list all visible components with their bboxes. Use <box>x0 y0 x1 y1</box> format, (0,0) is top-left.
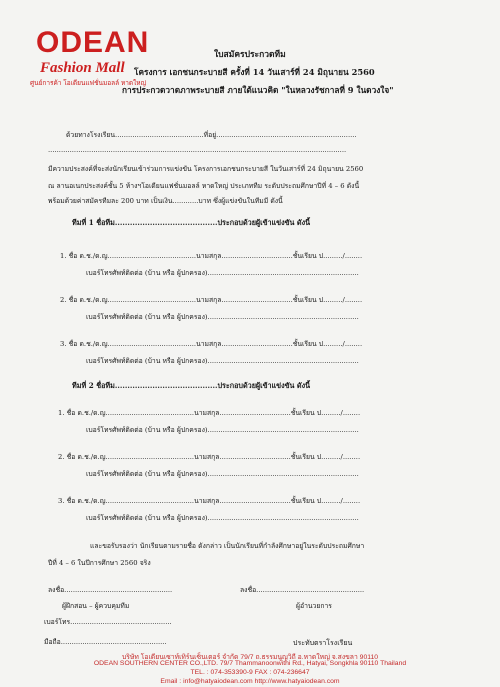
footer-address-english: ODEAN SOUTHERN CENTER CO.,LTD. 79/7 Thammanoonwithi Rd., Hatyai, Songkhla 90110 Thailand <box>93 660 407 667</box>
odean-logo: ODEAN <box>36 26 150 59</box>
team-2-member-3-name: 3. ชื่อ ด.ช./ด.ญ.........................................นามสกุล.................................ชั้นเรียน ป........./........ <box>58 497 361 505</box>
team-2-member-1-phone: เบอร์โทรศัพท์ติดต่อ (บ้าน หรือ ผู้ปกครอง)...................................................................... <box>86 426 359 434</box>
team-2-heading: ทีมที่ 2 ชื่อทีม.........................................ประกอบด้วยผู้เข้าแข่งขัน ดังนี้ <box>72 381 311 390</box>
team-2-member-2-name: 2. ชื่อ ด.ช./ด.ญ.........................................นามสกุล.................................ชั้นเรียน ป........./........ <box>58 453 361 461</box>
team-2-member-1-name: 1. ชื่อ ด.ช./ด.ญ.........................................นามสกุล.................................ชั้นเรียน ป........./........ <box>58 409 361 417</box>
logo-tagline: ศูนย์การค้า โอเดียนแฟชั่นมอลล์ หาดใหญ่ <box>30 80 147 87</box>
team-2-member-3-phone: เบอร์โทรศัพท์ติดต่อ (บ้าน หรือ ผู้ปกครอง)...................................................................... <box>86 514 359 522</box>
intro-address-line: .......................................................................................................................................... <box>48 146 347 154</box>
director-signature-line: ลงชื่อ.................................................. <box>240 586 365 594</box>
intro-school-line: ด้วยทางโรงเรียน.........................................ที่อยู่................................................................. <box>66 131 357 139</box>
theme-line: การประกวดวาดภาพระบายสี ภายใต้แนวคิด "ในหลวงรัชกาลที่ 9 ในดวงใจ" <box>122 85 394 95</box>
team-1-member-2-name: 2. ชื่อ ด.ช./ด.ญ.........................................นามสกุล.................................ชั้นเรียน ป........./........ <box>60 296 363 304</box>
coach-signature-line: ลงชื่อ.................................................. <box>48 586 173 594</box>
intro-venue-line: ณ ลานอเนกประสงค์ชั้น 5 ห้างฯโอเดียนแฟชั่นมอลล์ หาดใหญ่ ประเภททีม ระดับประถมศึกษาปีที่ 4 – 6 ดังนี้ <box>48 182 360 190</box>
mobile-line: มือถือ................................................. <box>44 638 167 646</box>
certify-line-1: และขอรับรองว่า นักเรียนตามรายชื่อ ดังกล่าว เป็นนักเรียนที่กำลังศึกษาอยู่ในระดับประถมศึกษา <box>90 542 365 550</box>
team-2-member-2-phone: เบอร์โทรศัพท์ติดต่อ (บ้าน หรือ ผู้ปกครอง)...................................................................... <box>86 470 359 478</box>
intro-fee-line: พร้อมด้วยค่าสมัครทีมละ 200 บาท เป็นเงิน............บาท ซึ่งผู้แข่งขันในทีมมี ดังนี้ <box>48 197 283 205</box>
logo-subtitle: Fashion Mall <box>40 60 125 76</box>
footer-email-web: Email : info@hatyaiodean.com http://www.hatyaiodean.com <box>160 678 340 685</box>
form-title: ใบสมัครประกวดทีม <box>214 50 286 60</box>
team-1-member-2-phone: เบอร์โทรศัพท์ติดต่อ (บ้าน หรือ ผู้ปกครอง)...................................................................... <box>86 313 359 321</box>
intro-purpose-line: มีความประสงค์ที่จะส่งนักเรียนเข้าร่วมการแข่งขัน โครงการเอกชนกระบายสี ในวันเสาร์ที่ 24 มิถุนายน 2560 <box>48 165 364 173</box>
project-line: โครงการ เอกชนกระบายสี ครั้งที่ 14 วันเสาร์ที่ 24 มิถุนายน 2560 <box>134 67 375 77</box>
coach-phone-line: เบอร์โทร............................................... <box>44 618 172 626</box>
certify-line-2: ปีที่ 4 – 6 ในปีการศึกษา 2560 จริง <box>48 559 151 567</box>
footer-phone-fax: TEL. : 074-353390-9 FAX : 074-236647 <box>190 669 310 676</box>
team-1-member-3-phone: เบอร์โทรศัพท์ติดต่อ (บ้าน หรือ ผู้ปกครอง)...................................................................... <box>86 357 359 365</box>
director-role: ผู้อำนวยการ <box>296 602 332 610</box>
coach-role: ผู้ฝึกสอน – ผู้ควบคุมทีม <box>62 602 130 610</box>
team-1-member-3-name: 3. ชื่อ ด.ช./ด.ญ.........................................นามสกุล.................................ชั้นเรียน ป........./........ <box>60 340 363 348</box>
team-1-heading: ทีมที่ 1 ชื่อทีม.........................................ประกอบด้วยผู้เข้าแข่งขัน ดังนี้ <box>72 218 311 227</box>
school-stamp-label: ประทับตราโรงเรียน <box>293 639 353 647</box>
footer-address-thai: บริษัท โอเดียนเซาท์เทิร์นเซ็นเตอร์ จำกัด 79/7 ถ.ธรรมนูญวิถี อ.หาดใหญ่ จ.สงขลา 90110 <box>121 654 379 661</box>
team-1-member-1-phone: เบอร์โทรศัพท์ติดต่อ (บ้าน หรือ ผู้ปกครอง)...................................................................... <box>86 269 359 277</box>
team-1-member-1-name: 1. ชื่อ ด.ช./ด.ญ.........................................นามสกุล.................................ชั้นเรียน ป........./........ <box>60 252 363 260</box>
